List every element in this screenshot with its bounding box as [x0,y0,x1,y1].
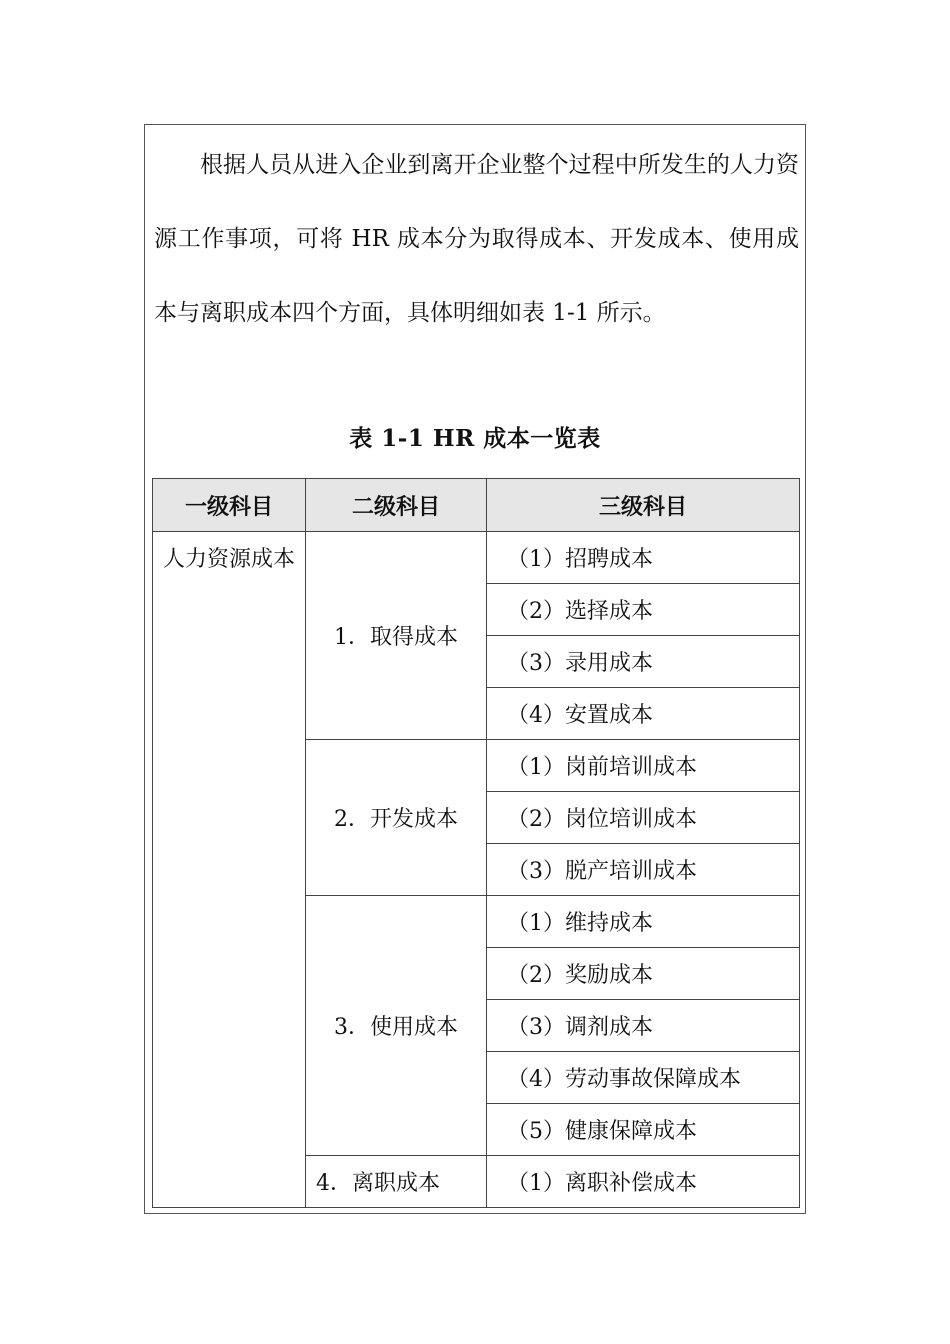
level3-cell: （2）岗位培训成本 [487,792,800,844]
level2-development: 2．开发成本 [306,740,487,896]
header-level2: 二级科目 [306,479,487,532]
intro-paragraph: 根据人员从进入企业到离开企业整个过程中所发生的人力资源工作事项，可将 HR 成本分为取得成本、开发成本、使用成本与离职成本四个方面，具体明细如表 1-1 所示。 [154,152,799,326]
level3-cell: （5）健康保障成本 [487,1104,800,1156]
level3-cell: （4）安置成本 [487,688,800,740]
hr-cost-table [152,478,800,1208]
table-header-row [153,479,800,532]
table-row [153,532,800,584]
level3-cell: （1）岗前培训成本 [487,740,800,792]
level3-cell: （3）脱产培训成本 [487,844,800,896]
level2-usage: 3．使用成本 [306,896,487,1156]
level3-cell: （1）维持成本 [487,896,800,948]
level3-cell: （2）奖励成本 [487,948,800,1000]
table-caption: 表 1-1 HR 成本一览表 [349,425,601,452]
level1-cell: 人力资源成本 [153,532,306,1208]
level3-cell: （4）劳动事故保障成本 [487,1052,800,1104]
header-level1: 一级科目 [153,479,306,532]
level3-cell: （2）选择成本 [487,584,800,636]
level3-cell: （1）离职补偿成本 [487,1156,800,1208]
level2-separation: 4．离职成本 [306,1156,487,1208]
level3-cell: （1）招聘成本 [487,532,800,584]
level3-cell: （3）调剂成本 [487,1000,800,1052]
header-level3: 三级科目 [487,479,800,532]
level3-cell: （3）录用成本 [487,636,800,688]
level2-acquisition: 1．取得成本 [306,532,487,740]
